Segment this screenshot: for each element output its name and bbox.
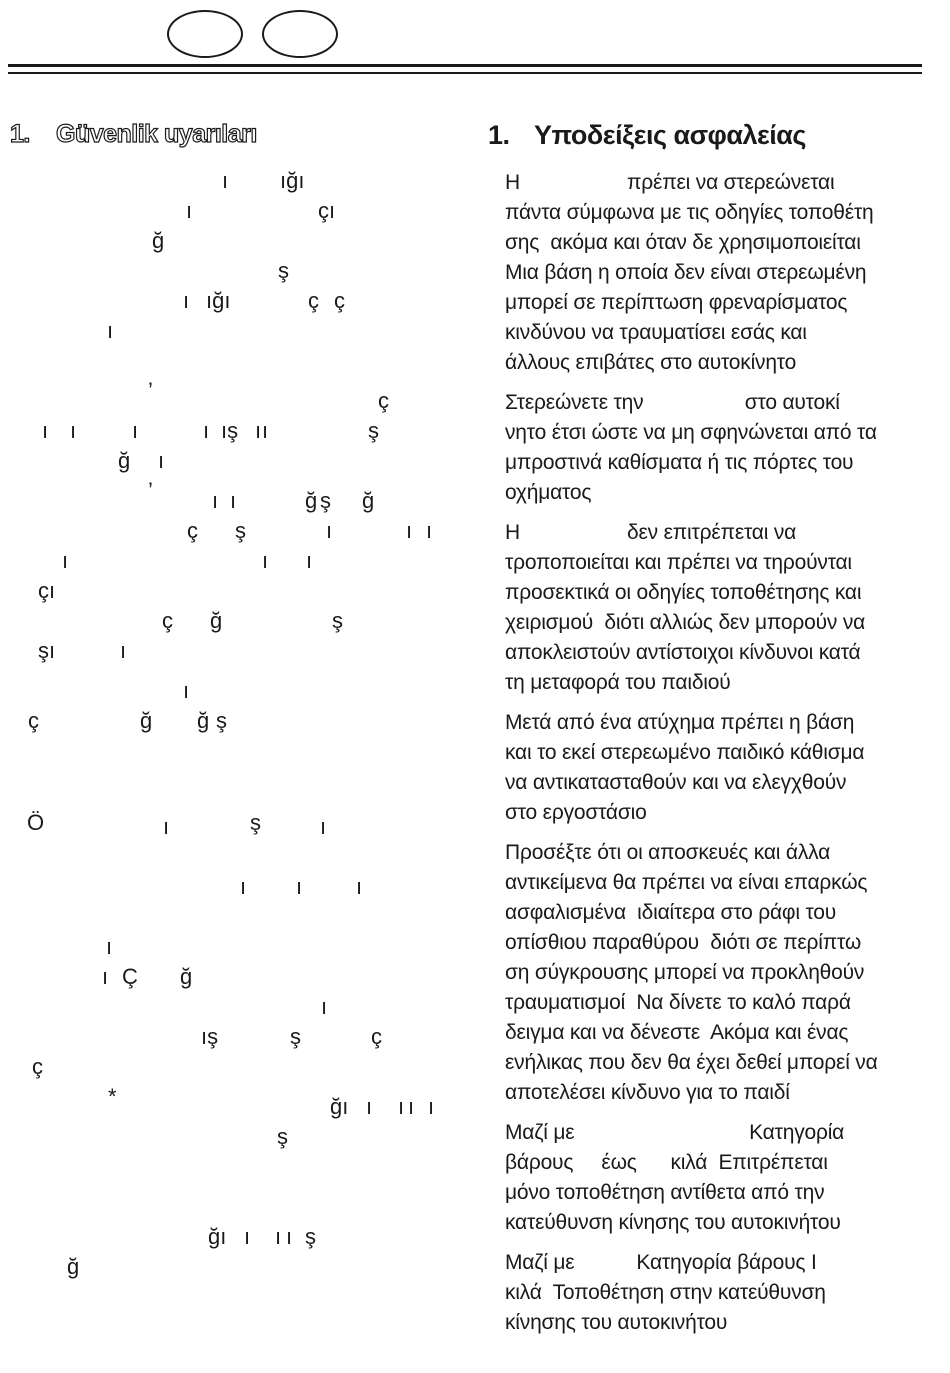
greek-line: Μετά από ένα ατύχημα πρέπει η βάση <box>505 711 855 734</box>
greek-line: Προσέξτε ότι οι αποσκευές και άλλα <box>505 841 831 864</box>
turkish-fragment: ş <box>368 418 379 443</box>
greek-line: δειγμα και να δένεστε Ακόμα και ένας <box>505 1021 849 1044</box>
turkish-fragment: ğ <box>362 488 375 513</box>
turkish-fragment: ı <box>163 814 170 839</box>
greek-line: κιλά Τοποθέτηση στην κατεύθυνση <box>505 1281 826 1304</box>
turkish-fragment: ğ <box>118 448 131 473</box>
turkish-fragment: ı <box>428 1094 435 1119</box>
turkish-fragment: ğı <box>330 1094 349 1119</box>
greek-paragraph <box>505 518 930 698</box>
greek-line: άλλους επιβάτες στο αυτοκίνητο <box>505 351 797 374</box>
turkish-fragment: ğı <box>208 1224 227 1249</box>
greek-line: μόνο τοποθέτηση αντίθετα από την <box>505 1181 825 1204</box>
greek-line: να αντικατασταθούν και να ελεγχθούν <box>505 771 847 794</box>
greek-line: και το εκεί στερεωμένο παιδικό κάθισμα <box>505 741 865 764</box>
turkish-fragment: ı <box>398 1094 405 1119</box>
turkish-heading-number: 1. <box>10 120 30 148</box>
turkish-fragment: ş <box>320 488 331 513</box>
turkish-fragment: * <box>108 1084 117 1109</box>
turkish-fragment: ı <box>42 418 49 443</box>
turkish-fragment: ğ <box>210 608 223 633</box>
greek-paragraph <box>505 708 930 828</box>
turkish-fragment: ı <box>262 548 269 573</box>
turkish-fragment: ı <box>321 994 328 1019</box>
turkish-fragment: ş <box>278 258 289 283</box>
turkish-fragment: çı <box>38 578 56 603</box>
turkish-fragment: ı <box>183 678 190 703</box>
turkish-fragment: ç <box>162 608 173 633</box>
turkish-fragment: ı <box>286 1224 293 1249</box>
greek-line: οπίσθιου παραθύρου διότι σε περίπτω <box>505 931 862 954</box>
turkish-fragment: ı <box>222 168 229 193</box>
greek-line: τροποποιείται και πρέπει να τηρούνται <box>505 551 852 574</box>
greek-heading-title: Υποδείξεις ασφαλείας <box>534 120 806 150</box>
turkish-fragment: ğ <box>140 708 153 733</box>
turkish-fragment: ı <box>102 964 109 989</box>
greek-line: αντικείμενα θα πρέπει να είναι επαρκώς <box>505 871 868 894</box>
turkish-fragment: ı <box>240 874 247 899</box>
turkish-fragment: ı <box>244 1224 251 1249</box>
turkish-fragment: ğ <box>197 708 210 733</box>
greek-line: Μαζί με Κατηγορία βάρους Ι <box>505 1251 817 1274</box>
greek-line: χειρισμού διότι αλλιώς δεν μπορούν να <box>505 611 866 634</box>
greek-line: τραυματισμοί Να δίνετε το καλό παρά <box>505 991 851 1014</box>
turkish-fragment: ı <box>408 1094 415 1119</box>
turkish-fragment: ş <box>290 1024 301 1049</box>
greek-line: Η δεν επιτρέπεται να <box>505 521 797 544</box>
turkish-fragment: ğ <box>67 1254 80 1279</box>
greek-line: κατεύθυνση κίνησης του αυτοκινήτου <box>505 1211 841 1234</box>
greek-line: μπροστινά καθίσματα ή τις πόρτες του <box>505 451 854 474</box>
turkish-fragment: ş <box>305 1224 316 1249</box>
greek-line: ενήλικας που δεν θα έχει δεθεί μπορεί να <box>505 1051 878 1074</box>
turkish-fragment: şı <box>38 638 56 663</box>
turkish-fragment: ı <box>120 638 127 663</box>
greek-line: Μαζί με Κατηγορία <box>505 1121 845 1144</box>
greek-body <box>505 168 930 1348</box>
turkish-fragment: ı <box>262 418 269 443</box>
turkish-fragment: ı <box>106 934 113 959</box>
turkish-heading-title: Güvenlik uyarıları <box>56 120 257 148</box>
turkish-fragment: ş <box>235 518 246 543</box>
greek-line: αποκλειστούν αντίστοιχοι κίνδυνοι κατά <box>505 641 861 664</box>
turkish-fragment: ı <box>70 418 77 443</box>
greek-line: μπορεί σε περίπτωση φρεναρίσματος <box>505 291 848 314</box>
turkish-fragment: ı <box>366 1094 373 1119</box>
greek-line: νητο έτσι ώστε να μη σφηνώνεται από τα <box>505 421 877 444</box>
turkish-fragment: ı <box>320 814 327 839</box>
turkish-fragment: ç <box>187 518 198 543</box>
turkish-fragment: ş <box>277 1124 288 1149</box>
turkish-fragment: ç <box>334 288 345 313</box>
turkish-column <box>0 0 470 1373</box>
greek-paragraph <box>505 838 930 1108</box>
greek-line: σης ακόμα και όταν δε χρησιμοποιείται <box>505 231 861 254</box>
greek-line: οχήματος <box>505 481 592 504</box>
greek-line: ση σύγκρουσης μπορεί να προκληθούν <box>505 961 865 984</box>
turkish-fragment: ğ <box>305 488 318 513</box>
greek-line: κινδύνου να τραυματίσει εσάς και <box>505 321 807 344</box>
turkish-fragment: ’ <box>148 378 153 403</box>
turkish-fragment: ığı <box>206 288 231 313</box>
turkish-fragment: ı <box>132 418 139 443</box>
greek-line: βάρους έως κιλά Επιτρέπεται <box>505 1151 828 1174</box>
greek-line: αποτελέσει κίνδυνο για το παιδί <box>505 1081 790 1104</box>
turkish-heading <box>10 120 257 149</box>
turkish-fragment: ı <box>203 418 210 443</box>
turkish-fragment: ç <box>32 1054 43 1079</box>
turkish-fragment: ığı <box>280 168 305 193</box>
turkish-fragment: ı <box>306 548 313 573</box>
greek-line: στο εργοστάσιο <box>505 801 647 824</box>
greek-heading <box>488 120 806 151</box>
greek-line: τη μεταφορά του παιδιού <box>505 671 731 694</box>
greek-line: Στερεώνετε την στο αυτοκί <box>505 391 840 414</box>
turkish-fragment: Ç <box>122 964 138 989</box>
greek-paragraph <box>505 168 930 378</box>
turkish-fragment: ç <box>308 288 319 313</box>
greek-line: Μια βάση η οποία δεν είναι στερεωμένη <box>505 261 867 284</box>
turkish-fragment: ı <box>255 418 262 443</box>
turkish-fragment: ı <box>107 318 114 343</box>
turkish-fragment: ı <box>275 1224 282 1249</box>
greek-paragraph <box>505 388 930 508</box>
turkish-fragment: ş <box>332 608 343 633</box>
greek-paragraph <box>505 1118 930 1238</box>
turkish-fragment: ı <box>426 518 433 543</box>
greek-heading-number: 1. <box>488 120 510 150</box>
turkish-fragment: ı <box>183 288 190 313</box>
turkish-fragment: ı <box>62 548 69 573</box>
turkish-fragment: Ö <box>27 810 45 835</box>
turkish-fragment: ış <box>201 1024 219 1049</box>
turkish-fragment: ’ <box>148 478 153 503</box>
turkish-fragment: ı <box>230 488 237 513</box>
turkish-fragment: ğ <box>180 964 193 989</box>
turkish-fragment: ış <box>221 418 239 443</box>
greek-line: πάντα σύμφωνα με τις οδηγίες τοποθέτη <box>505 201 874 224</box>
turkish-fragment: ş <box>216 708 227 733</box>
turkish-fragment: ı <box>158 448 165 473</box>
turkish-fragment: ç <box>371 1024 382 1049</box>
greek-line: κίνησης του αυτοκινήτου <box>505 1311 728 1334</box>
turkish-fragment: çı <box>318 198 336 223</box>
turkish-fragment: ı <box>406 518 413 543</box>
turkish-fragment: ç <box>28 708 39 733</box>
turkish-fragment: ı <box>326 518 333 543</box>
greek-line: προσεκτικά οι οδηγίες τοποθέτησης και <box>505 581 862 604</box>
turkish-fragment: ı <box>212 488 219 513</box>
greek-line: Η πρέπει να στερεώνεται <box>505 171 835 194</box>
turkish-fragment: ı <box>186 198 193 223</box>
turkish-fragment: ı <box>356 874 363 899</box>
turkish-fragment: ç <box>378 388 389 413</box>
turkish-fragment: ş <box>250 810 261 835</box>
greek-paragraph <box>505 1248 930 1338</box>
greek-line: ασφαλισμένα ιδιαίτερα στο ράφι του <box>505 901 836 924</box>
turkish-fragment: ğ <box>152 228 165 253</box>
turkish-fragment: ı <box>296 874 303 899</box>
